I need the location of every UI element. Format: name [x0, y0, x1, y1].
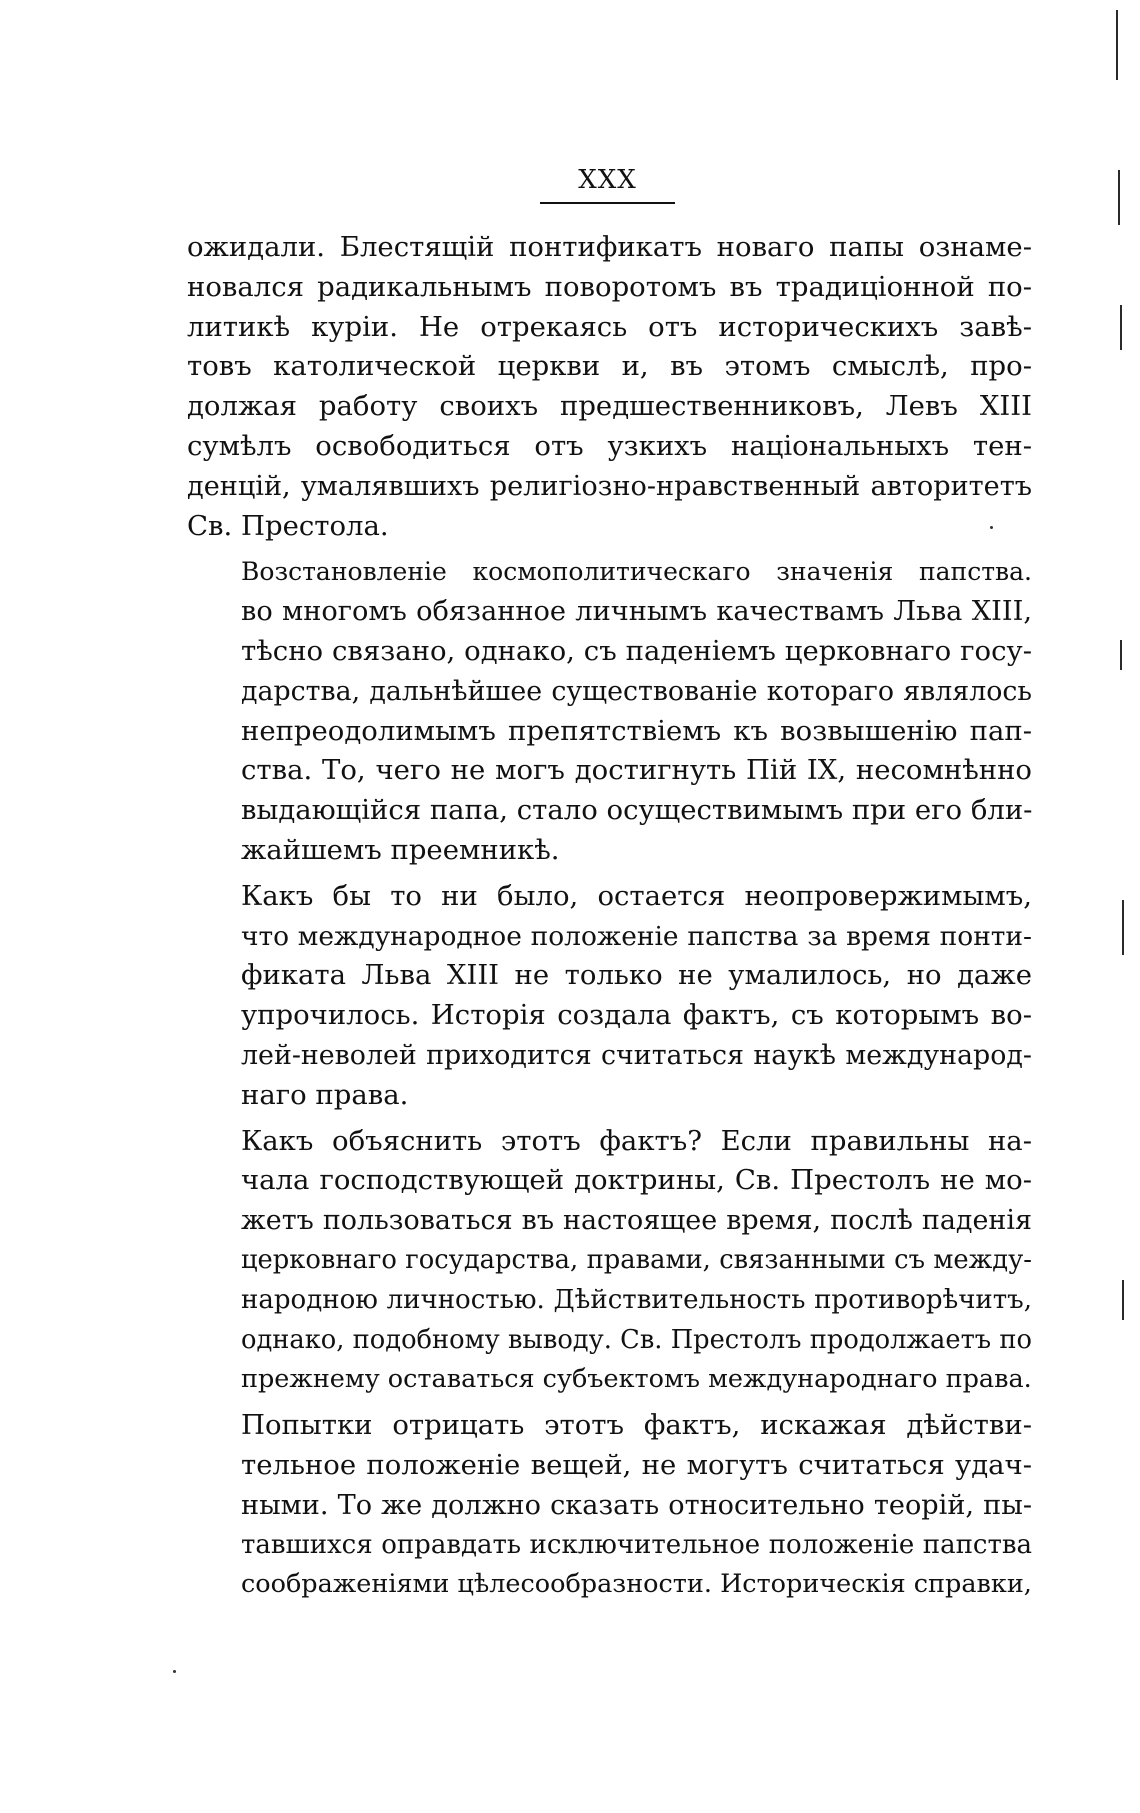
text-line: жетъ пользоваться въ настоящее время, послѣ паденія	[241, 1205, 1032, 1237]
text-line: церковнаго государства, правами, связанными съ между-	[241, 1244, 1032, 1275]
header-rule	[540, 202, 675, 204]
text-line: чала господствующей доктрины, Св. Престолъ не мо-	[241, 1164, 1032, 1197]
text-line: ожидали. Блестящій понтификатъ новаго папы ознаме-	[187, 231, 1032, 263]
text-line: должая работу своихъ предшественниковъ, Левъ XIII	[187, 390, 1032, 423]
paragraph	[187, 228, 1032, 546]
text-line: однако, подобному выводу. Св. Престолъ продолжаетъ по	[241, 1324, 1032, 1355]
text-line: Св. Престола.	[187, 509, 389, 542]
text-line: ными. То же должно сказать относительно теорій, пы-	[241, 1489, 1032, 1521]
paragraph	[187, 552, 1032, 870]
text-line: Какъ бы то ни было, остается неопровержимымъ,	[241, 879, 1032, 912]
text-line: тельное положеніе вещей, не могутъ считаться удач-	[241, 1448, 1032, 1481]
page-edge-mark	[1122, 1280, 1124, 1320]
text-line: соображеніями цѣлесообразности. Историческія справки,	[241, 1569, 1032, 1600]
text-line: Возстановленіе космополитическаго значенія папства.	[241, 557, 1032, 587]
text-line: сумѣлъ освободиться отъ узкихъ національныхъ тен-	[187, 429, 1032, 462]
text-line: жайшемъ преемникѣ.	[241, 833, 560, 866]
text-line: Какъ объяснить этотъ фактъ? Если правильны на-	[241, 1124, 1032, 1157]
page-edge-mark	[1116, 10, 1118, 80]
text-line: Попытки отрицать этотъ фактъ, искажая дѣйстви-	[241, 1409, 1032, 1442]
text-line: народною личностью. Дѣйствительность противорѣчитъ,	[241, 1284, 1032, 1315]
text-line: непреодолимымъ препятствіемъ къ возвышенію пап-	[241, 714, 1032, 747]
text-line: литикѣ куріи. Не отрекаясь отъ историческихъ завѣ-	[187, 310, 1032, 343]
paragraph	[187, 1406, 1032, 1605]
text-line: лей-неволей приходится считаться наукѣ международ-	[241, 1039, 1032, 1071]
body-text	[187, 228, 1032, 1611]
text-line: наго права.	[241, 1078, 409, 1111]
text-line: упрочилось. Исторія создала фактъ, съ которымъ во-	[241, 999, 1032, 1032]
text-line: во многомъ обязанное личнымъ качествамъ Льва XIII,	[241, 596, 1032, 628]
text-line: тавшихся оправдать исключительное положеніе папства	[241, 1529, 1032, 1560]
text-line: товъ католической церкви и, въ этомъ смыслѣ, про-	[187, 350, 1032, 383]
text-line: что международное положеніе папства за время понти-	[241, 920, 1032, 952]
text-line: выдающійся папа, стало осуществимымъ при его бли-	[241, 794, 1033, 827]
text-line: ства. То, чего не могъ достигнуть Пій IX, несомнѣнно	[241, 754, 1032, 787]
paragraph	[187, 1122, 1032, 1401]
page-edge-mark	[1118, 170, 1120, 225]
page-edge-mark	[1122, 900, 1124, 955]
text-line: дарства, дальнѣйшее существованіе котораго являлось	[241, 675, 1032, 707]
print-speck	[173, 1670, 176, 1673]
print-speck	[990, 526, 993, 529]
text-line: прежнему оставаться субъектомъ международнаго права.	[241, 1364, 1032, 1395]
page-number-header: XXX	[578, 165, 637, 195]
page-edge-mark	[1120, 640, 1122, 670]
page-edge-mark	[1120, 305, 1122, 350]
paragraph	[187, 877, 1032, 1116]
text-line: фиката Льва XIII не только не умалилось, но даже	[241, 959, 1032, 992]
text-line: тѣсно связано, однако, съ паденіемъ церковнаго госу-	[241, 634, 1032, 667]
text-line: новался радикальнымъ поворотомъ въ традиціонной по-	[187, 270, 1032, 303]
text-line: денцій, умалявшихъ религіозно-нравственный авторитетъ	[187, 470, 1032, 502]
